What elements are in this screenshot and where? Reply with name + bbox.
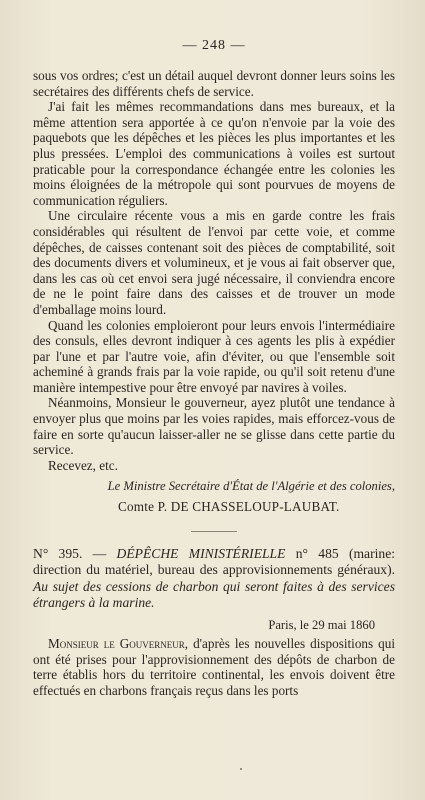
- paragraph-6: Recevez, etc.: [48, 457, 118, 473]
- paragraph-5: Néanmoins, Monsieur le gouverneur, ayez plutôt une tendance à envoyer plus que moins par les voies rapides, mais efforcez-vous de faire en sorte qu'aucun laisser-aller ne se glisse dans cette partie du service.: [33, 395, 395, 458]
- signature-name: Comte P. DE CHASSELOUP-LAUBAT.: [118, 499, 340, 515]
- dispatch-reference: n° 485 (marine: direction du matériel, bureau des approvisionnements généraux).: [33, 545, 395, 578]
- page-speck: [240, 768, 242, 770]
- dateline: Paris, le 29 mai 1860: [268, 618, 375, 632]
- paragraph-1: sous vos ordres; c'est un détail auquel devront donner leurs soins les secrétaires des différents chefs de service.: [33, 68, 395, 99]
- dispatch-dash: —: [82, 545, 117, 561]
- salutation: Monsieur le Gouverneur,: [48, 636, 189, 651]
- paragraph-4: Quand les colonies emploieront pour leurs envois l'intermédiaire des consuls, elles devront indiquer à ces agents les plis à expédier par l'une et par l'autre voie, afin d'éviter, ou que l'ensemble soit acheminé à grands frais par la voie rapide, ou qu'il soit retenu d'une manière intempestive pour être envoyé par navires à voiles.: [33, 317, 395, 395]
- signature-title: Le Ministre Secrétaire d'État de l'Algérie et des colonies,: [107, 479, 395, 494]
- section-divider: [191, 531, 237, 532]
- paragraph-2: J'ai fait les mêmes recommandations dans mes bureaux, et la même attention sera apportée à ce qu'on n'envoie par la voie des paquebots que les dépêches et les pièces les plus importantes et les plus pressées. L'emploi des communications à voiles est surtout praticable pour la correspondance échangée entre les colonies les moins éloignées de la métropole qui sont pourvues de moyens de communication réguliers.: [33, 99, 395, 208]
- final-paragraph: [33, 636, 395, 698]
- paragraph-3: Une circulaire récente vous a mis en garde contre les frais considérables qui résultent de l'envoi par cette voie, et comme dépêches, de caisses contenant soit des pièces de comptabilité, soit des documents divers et volumineux, et je vous ai fait observer que, dans les cas où cet envoi sera jugé nécessaire, il conviendra encore de ne le point faire dans des caisses et de trouver un mode d'emballage moins lourd.: [33, 208, 395, 317]
- dispatch-heading: [33, 546, 395, 612]
- dispatch-subject: Au sujet des cessions de charbon qui seront faites à des services étrangers à la marine.: [33, 578, 395, 611]
- final-text: d'après les nouvelles dispositions qui ont été prises pour l'approvisionnement des dépôts de charbon de terre établis hors du territoire continental, les envois doivent être effectués en charbons français reçus dans les ports: [33, 636, 396, 698]
- dispatch-number: N° 395.: [33, 545, 83, 561]
- page-number: — 248 —: [182, 38, 246, 53]
- dispatch-kind: DÉPÊCHE MINISTÉRIELLE: [116, 545, 286, 561]
